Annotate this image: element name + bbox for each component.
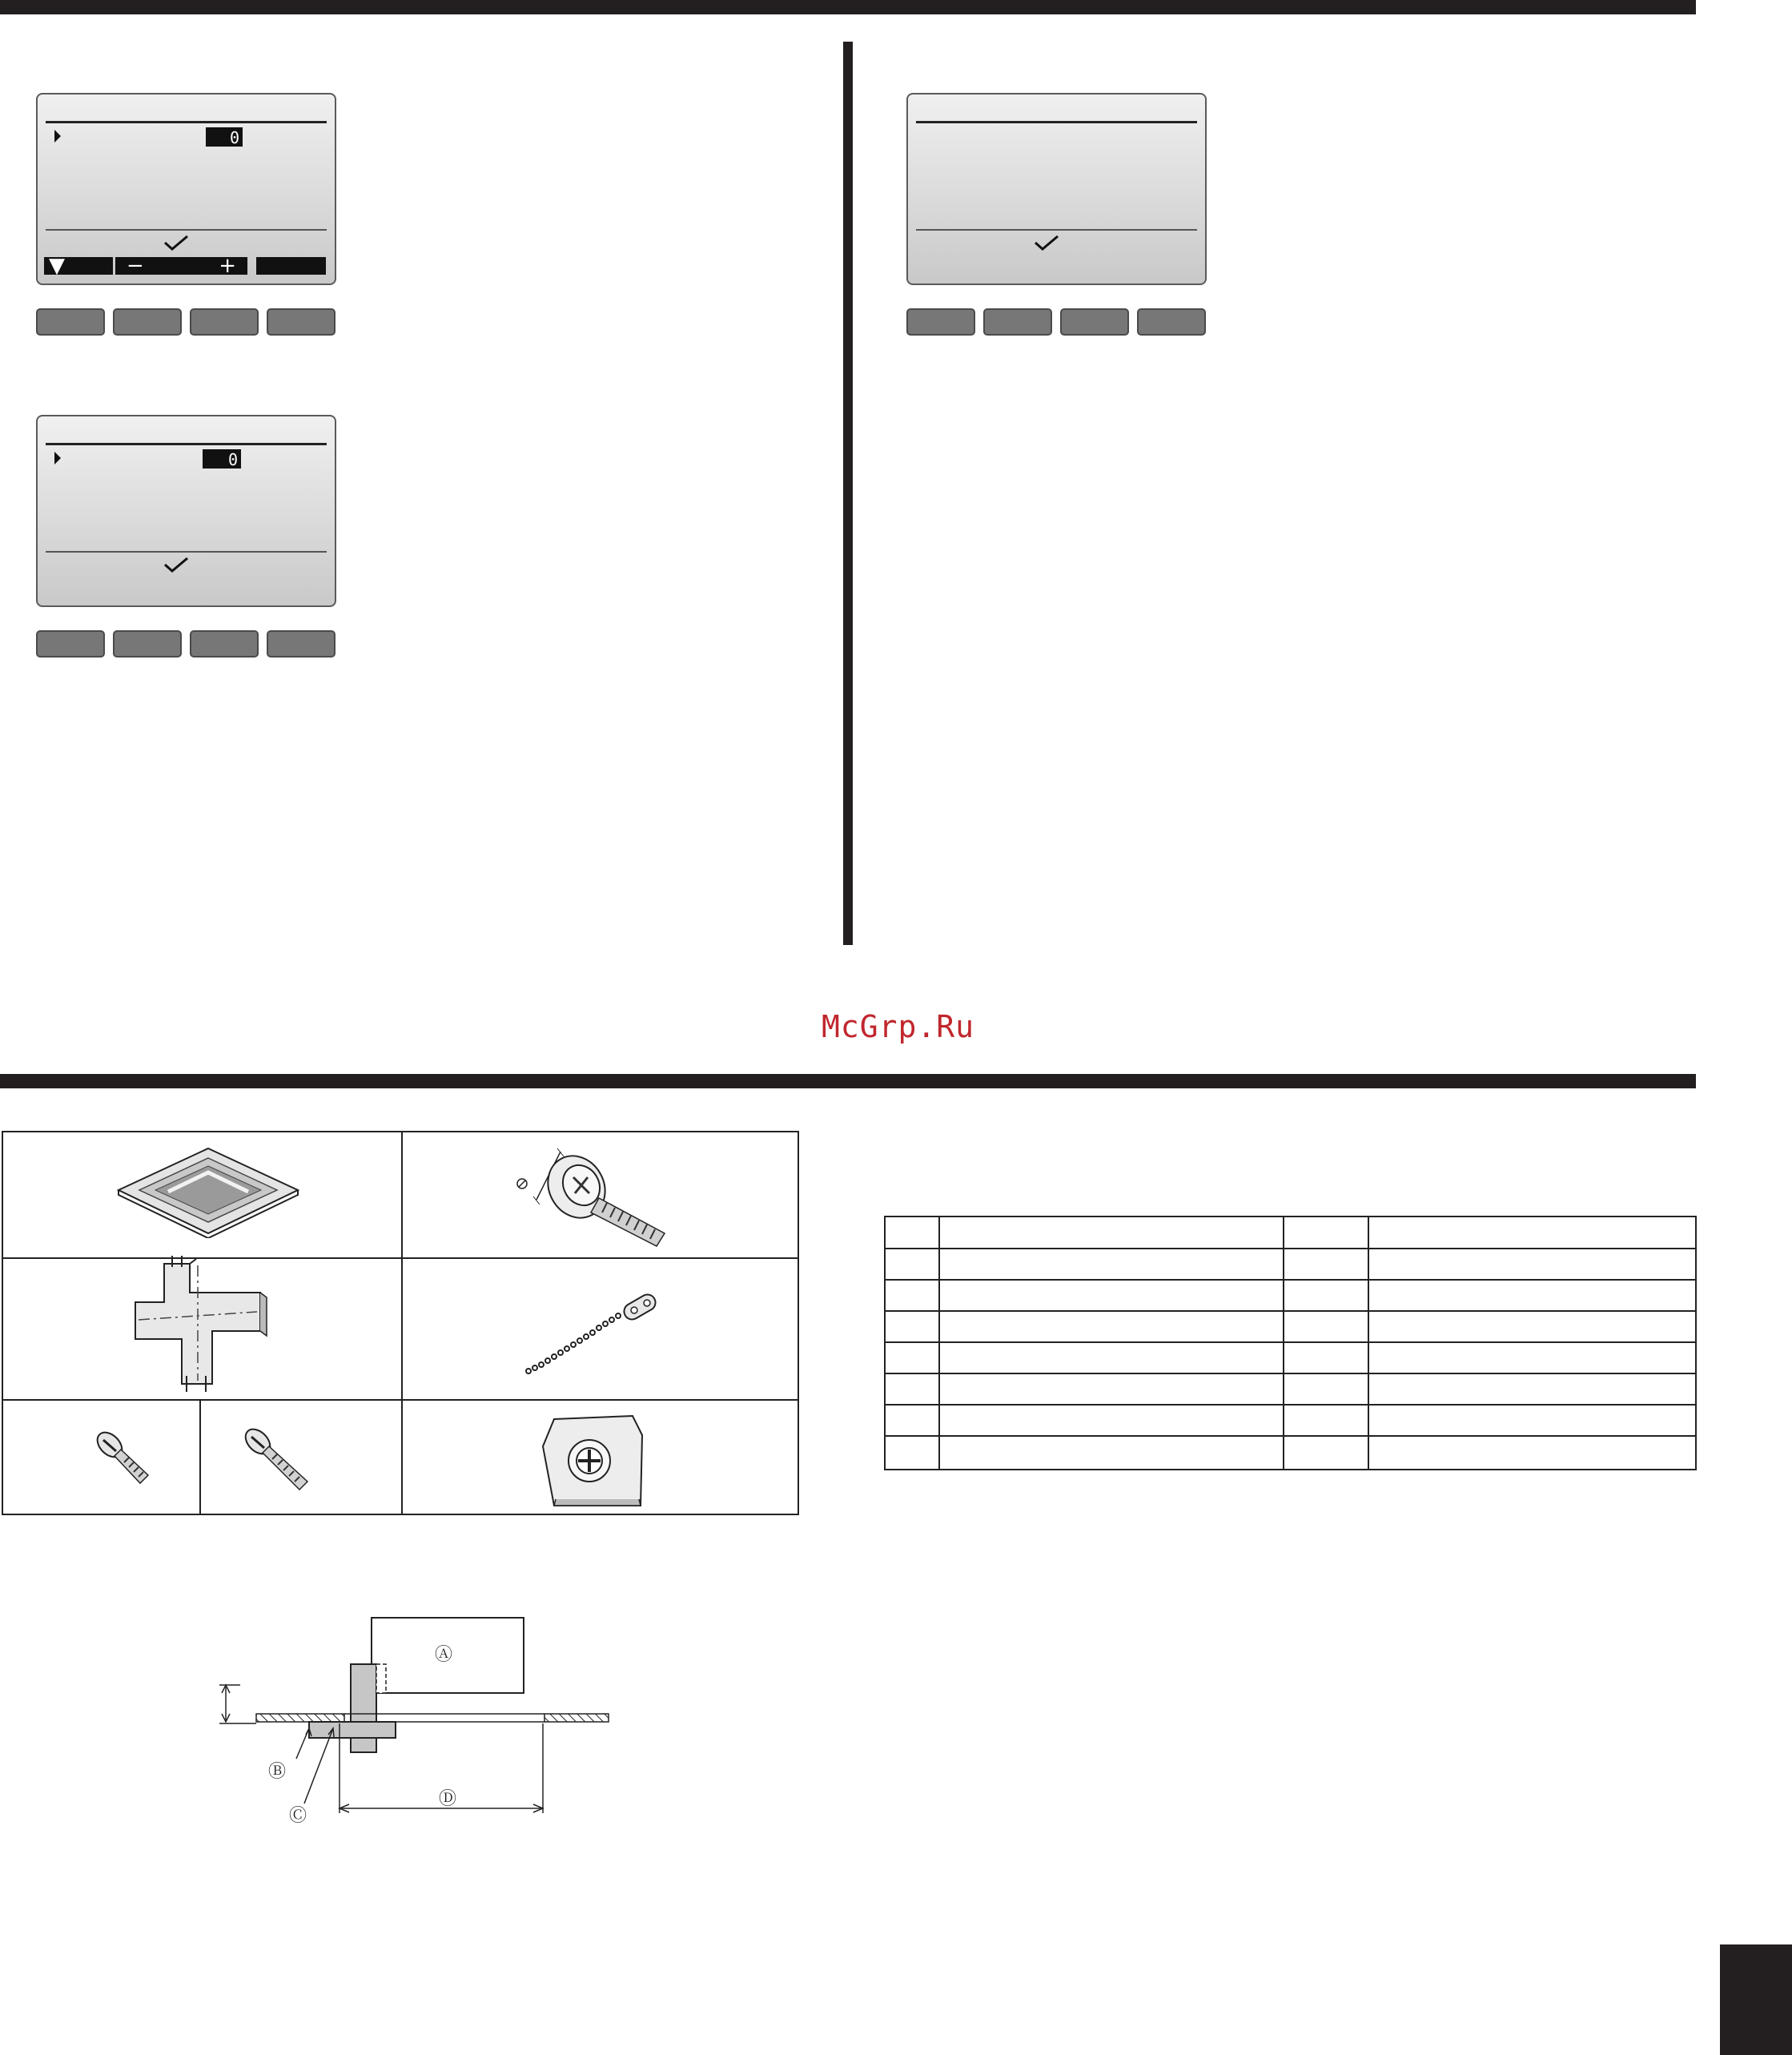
parts-table (884, 1216, 1697, 1470)
cursor-arrow-icon (54, 450, 62, 466)
lcd-top-rule (46, 121, 327, 123)
checkmark-icon (163, 556, 190, 573)
hw-button-f3[interactable] (190, 308, 259, 336)
softkey-blank[interactable] (256, 257, 326, 275)
column-divider (843, 42, 853, 945)
table-col-divider (1368, 1217, 1369, 1469)
table-row-divider (886, 1279, 1695, 1281)
lcd-screen-3 (906, 93, 1207, 285)
label-b: Ⓑ (268, 1762, 287, 1782)
setting-value: 0 (203, 449, 241, 469)
lcd-bottom-rule (916, 229, 1197, 231)
lcd-top-rule (916, 121, 1197, 123)
softkey-down[interactable]: ▼ (44, 257, 113, 275)
grille-panel-icon (112, 1144, 304, 1238)
hw-button-f3[interactable] (1060, 308, 1129, 336)
table-row-divider (886, 1248, 1695, 1249)
screw-long-icon (240, 1424, 316, 1496)
setting-value: 0 (206, 127, 243, 147)
checkmark-icon (163, 234, 190, 251)
label-a: Ⓐ (435, 1645, 453, 1665)
hw-button-f3[interactable] (190, 630, 259, 658)
installation-cross-section-diagram (208, 1608, 625, 1836)
label-d: Ⓓ (439, 1789, 457, 1809)
lcd-screen-1 (36, 93, 336, 285)
corner-cover-icon (538, 1411, 650, 1510)
softkey-minus[interactable]: − (115, 257, 191, 275)
hw-button-f2[interactable] (983, 308, 1052, 336)
top-header-bar (0, 0, 1696, 14)
table-row-divider (886, 1404, 1695, 1406)
hw-button-f2[interactable] (113, 630, 182, 658)
table-row-divider (886, 1373, 1695, 1374)
hw-button-f4[interactable] (267, 630, 335, 658)
label-c: Ⓒ (289, 1806, 307, 1826)
table-row-divider (886, 1435, 1695, 1437)
lcd-top-rule (46, 443, 327, 445)
installation-gauge-icon (132, 1256, 268, 1392)
table-row-divider (886, 1341, 1695, 1343)
lcd-bottom-rule (46, 229, 327, 231)
grid-vline (199, 1399, 201, 1514)
hw-button-f2[interactable] (113, 308, 182, 336)
watermark: McGrp.Ru (822, 1009, 975, 1044)
hw-button-f4[interactable] (267, 308, 335, 336)
bead-chain-icon (520, 1289, 665, 1377)
checkmark-icon (1033, 234, 1060, 251)
hw-button-f1[interactable] (36, 630, 105, 658)
table-row-divider (886, 1310, 1695, 1312)
grid-hline (3, 1257, 798, 1259)
hw-button-f1[interactable] (36, 308, 105, 336)
washer-bolt-icon (512, 1136, 681, 1248)
lcd-bottom-rule (46, 551, 327, 553)
table-col-divider (938, 1217, 940, 1469)
grid-vline (401, 1132, 403, 1514)
hw-button-f1[interactable] (906, 308, 975, 336)
page-tab (1720, 1944, 1792, 2055)
screw-short-icon (92, 1427, 156, 1491)
cursor-arrow-icon (54, 128, 62, 144)
softkey-plus[interactable]: + (183, 257, 247, 275)
grid-hline (3, 1399, 798, 1401)
section-header-bar (0, 1074, 1696, 1088)
table-col-divider (1283, 1217, 1284, 1469)
lcd-screen-2 (36, 415, 336, 607)
hw-button-f4[interactable] (1137, 308, 1206, 336)
